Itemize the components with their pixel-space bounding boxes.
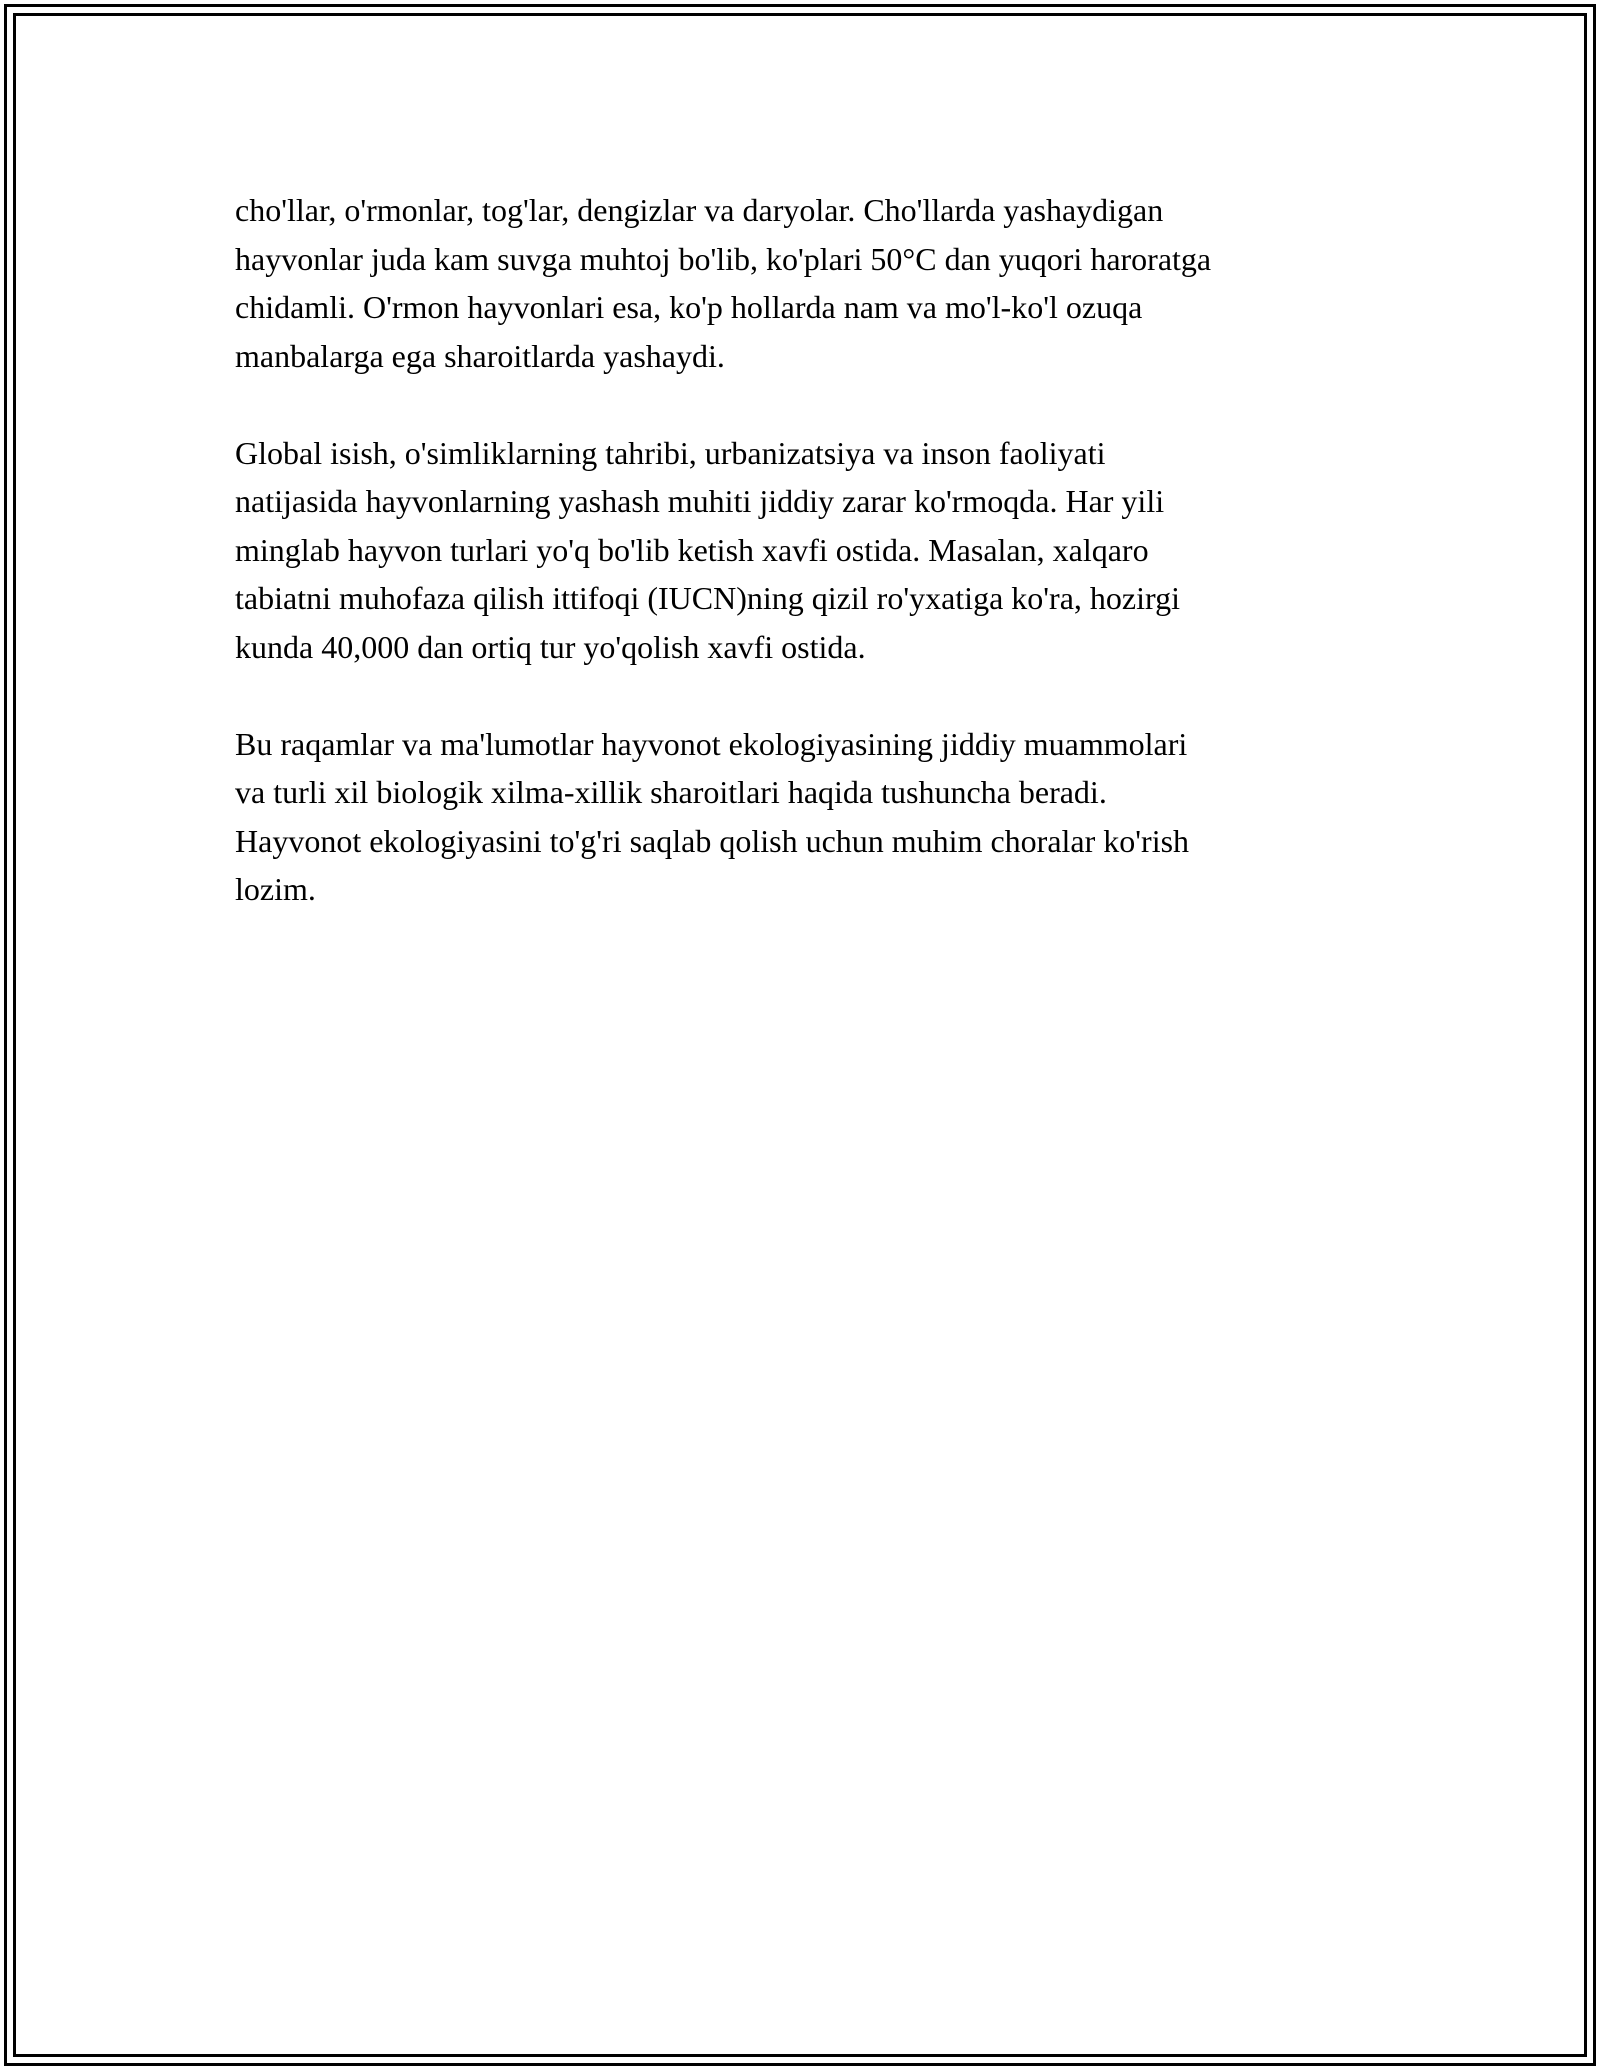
text-line: natijasida hayvonlarning yashash muhiti jiddiy zarar ko'rmoqda. Har yili: [235, 483, 1165, 519]
text-line: minglab hayvon turlari yo'q bo'lib ketish xavfi ostida. Masalan, xalqaro: [235, 531, 1149, 568]
text-line: manbalarga ega sharoitlarda yashaydi.: [235, 337, 725, 374]
paragraph-conclusion: [235, 720, 1365, 914]
text-line: tabiatni muhofaza qilish ittifoqi (IUCN)ning qizil ro'yxatiga ko'ra, hozirgi: [235, 580, 1180, 616]
text-line: Hayvonot ekologiyasini to'g'ri saqlab qolish uchun muhim choralar ko'rish: [235, 822, 1190, 859]
text-line: Bu raqamlar va ma'lumotlar hayvonot ekologiyasining jiddiy muammolari: [235, 725, 1188, 762]
text-line: va turli xil biologik xilma-xillik sharoitlari haqida tushuncha beradi.: [235, 774, 1107, 810]
text-line: lozim.: [235, 871, 316, 907]
text-line: chidamli. O'rmon hayvonlari esa, ko'p hollarda nam va mo'l-ko'l ozuqa: [235, 289, 1143, 325]
text-line: hayvonlar juda kam suvga muhtoj bo'lib, ko'plari 50°C dan yuqori haroratga: [235, 240, 1212, 277]
text-line: Global isish, o'simliklarning tahribi, urbanizatsiya va inson faoliyati: [235, 434, 1106, 471]
document-body: [235, 186, 1365, 962]
text-line: cho'llar, o'rmonlar, tog'lar, dengizlar va daryolar. Cho'llarda yashaydigan: [235, 192, 1164, 228]
paragraph-threats: [235, 429, 1365, 672]
paragraph-habitats: [235, 186, 1365, 380]
text-line: kunda 40,000 dan ortiq tur yo'qolish xavfi ostida.: [235, 628, 866, 665]
